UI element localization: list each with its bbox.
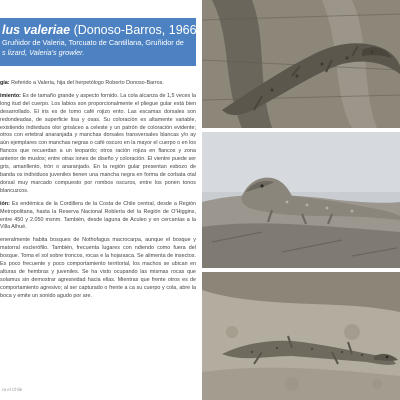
species-header	[0, 0, 200, 78]
natural-history-paragraph	[0, 237, 196, 300]
common-names-es: Gruñidor de Valeria, Torcuato de Cantillana, Gruñidor de	[2, 38, 184, 47]
section-label: imiento:	[0, 92, 21, 99]
lizard-on-rock-photo	[202, 132, 400, 268]
section-text: eneralmente habita bosques de Nothofagus macrocarpa, aunque el bosque y matorral esclerófilo. También, frecuenta lugares con ndiendo como fuera del bosque. Toma el sol sobre troncos, rocas e la hojarasca. Se alimenta de insectos. Es poco frecuente y poco comportamiento territorial, los machos se ubican en alturas de hembras y juveniles. Se ha visto ocupando las mismas rocas que solamus sin demostrar agresividad hacia ellas. Mientras que frente otros es de comportamiento agresivo; al ser capturado o frente a ca su cuerpo y cola, abre la boca y emite un sonido agudo por are.	[0, 237, 196, 299]
section-label: ión:	[0, 200, 10, 207]
common-names-en: s lizard, Valeria's growler.	[2, 48, 85, 57]
section-text: Es endémica de la Cordillera de la Costa de Chile central, desde a Región Metropolitana, hasta la Reserva Nacional Roblería del la Región de O'Higgins, entre 450 y 2.050 msnm. También, desde laguna de Aculeo y en cercanías a la Villa Alhué.	[0, 200, 196, 231]
section-label: gía:	[0, 80, 10, 86]
section-text: Es de tamaño grande y aspecto fornido. La cola alcanza de 1,5 veces la long itud del cuerpo. Los labios son proporcionalmente el pliegue gular está bien desarrollado. El iris es de tomo café rojizo ento. Las escamas dorsales son redondeadas, de superficie lisa y osas. Su coloración es altamente variable, existiendo individuos olor grisáceo a celeste y un patrón de coloración evidente; otros con ertebral anaranjada y manchas dorsales transversales blancas y/o ay aún ejemplares con manchas negras o café oscuro en la mayor el cuerpo o en los flancos que recuerdan a un leopardo; otros ración rojiza en flancos y zona anterior de muslos; entre otras iones de diseño y coloración. El vientre puede ser gris, amarillento, trón o anaranjado. En la región gular presentan esbozo de banda os individuos juveniles tienen una mancha negra en forma de corbata otal dorsal muy marcado compuesto por rombos oscuros, entre los ponen tonos blancuzcos.	[0, 92, 196, 194]
section-text: Referido a Valeria, hija del herpetólogo Roberto Donoso-Barros.	[9, 80, 164, 86]
title-bar	[0, 18, 201, 66]
lizard-on-stone-photo	[202, 272, 400, 400]
species-title	[2, 23, 201, 38]
scientific-name: lus valeriae	[2, 23, 71, 37]
species-author: (Donoso-Barros, 1966)	[70, 23, 201, 37]
distribution-paragraph	[0, 201, 196, 233]
lizard-on-tree-trunk-photo	[202, 0, 400, 128]
description-column	[0, 80, 196, 306]
etymology-paragraph	[0, 80, 196, 88]
recognition-paragraph	[0, 93, 196, 196]
page-footer: ra el Chile	[2, 387, 23, 392]
